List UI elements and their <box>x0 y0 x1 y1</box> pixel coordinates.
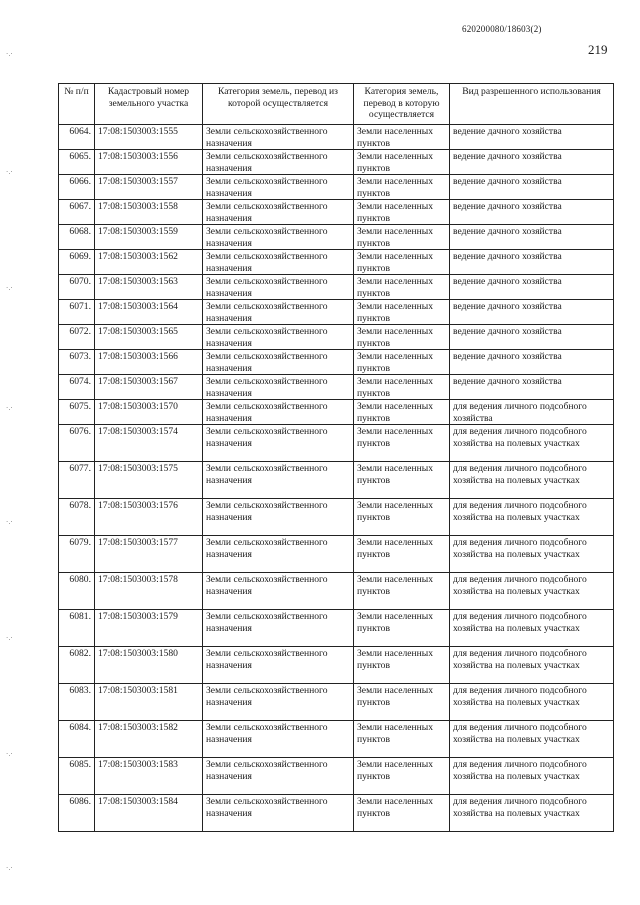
cadastral-number: 17:08:1503003:1578 <box>95 573 203 610</box>
header-from-category: Категория земель, перевод из которой осуществляется <box>203 84 354 125</box>
row-number: 6081. <box>59 610 95 647</box>
from-category: Земли сельскохозяйственного назначения <box>203 758 354 795</box>
table-body <box>59 125 614 832</box>
table-row <box>59 647 614 684</box>
to-category: Земли населенных пунктов <box>354 536 450 573</box>
margin-mark: ·.· <box>6 284 13 292</box>
row-number: 6082. <box>59 647 95 684</box>
margin-mark: ·.· <box>6 168 13 176</box>
cadastral-number: 17:08:1503003:1556 <box>95 150 203 175</box>
permitted-use: для ведения личного подсобного хозяйства на полевых участках <box>450 721 614 758</box>
to-category: Земли населенных пунктов <box>354 684 450 721</box>
to-category: Земли населенных пунктов <box>354 721 450 758</box>
from-category: Земли сельскохозяйственного назначения <box>203 200 354 225</box>
row-number: 6080. <box>59 573 95 610</box>
to-category: Земли населенных пунктов <box>354 462 450 499</box>
row-number: 6075. <box>59 400 95 425</box>
to-category: Земли населенных пунктов <box>354 758 450 795</box>
permitted-use: ведение дачного хозяйства <box>450 375 614 400</box>
to-category: Земли населенных пунктов <box>354 125 450 150</box>
to-category: Земли населенных пунктов <box>354 610 450 647</box>
from-category: Земли сельскохозяйственного назначения <box>203 684 354 721</box>
table-row <box>59 300 614 325</box>
to-category: Земли населенных пунктов <box>354 573 450 610</box>
cadastral-number: 17:08:1503003:1566 <box>95 350 203 375</box>
land-plots-table <box>58 83 614 832</box>
table-row <box>59 225 614 250</box>
from-category: Земли сельскохозяйственного назначения <box>203 610 354 647</box>
to-category: Земли населенных пунктов <box>354 200 450 225</box>
table-row <box>59 375 614 400</box>
row-number: 6086. <box>59 795 95 832</box>
margin-mark: ·.· <box>6 634 13 642</box>
cadastral-number: 17:08:1503003:1579 <box>95 610 203 647</box>
to-category: Земли населенных пунктов <box>354 225 450 250</box>
permitted-use: ведение дачного хозяйства <box>450 350 614 375</box>
table-row <box>59 425 614 462</box>
row-number: 6065. <box>59 150 95 175</box>
table-row <box>59 275 614 300</box>
cadastral-number: 17:08:1503003:1563 <box>95 275 203 300</box>
permitted-use: для ведения личного подсобного хозяйства на полевых участках <box>450 425 614 462</box>
from-category: Земли сельскохозяйственного назначения <box>203 721 354 758</box>
from-category: Земли сельскохозяйственного назначения <box>203 573 354 610</box>
row-number: 6069. <box>59 250 95 275</box>
from-category: Земли сельскохозяйственного назначения <box>203 375 354 400</box>
from-category: Земли сельскохозяйственного назначения <box>203 300 354 325</box>
to-category: Земли населенных пунктов <box>354 150 450 175</box>
from-category: Земли сельскохозяйственного назначения <box>203 225 354 250</box>
permitted-use: ведение дачного хозяйства <box>450 325 614 350</box>
permitted-use: для ведения личного подсобного хозяйства на полевых участках <box>450 536 614 573</box>
cadastral-number: 17:08:1503003:1557 <box>95 175 203 200</box>
row-number: 6085. <box>59 758 95 795</box>
to-category: Земли населенных пунктов <box>354 499 450 536</box>
to-category: Земли населенных пунктов <box>354 300 450 325</box>
from-category: Земли сельскохозяйственного назначения <box>203 425 354 462</box>
cadastral-number: 17:08:1503003:1584 <box>95 795 203 832</box>
permitted-use: для ведения личного подсобного хозяйства на полевых участках <box>450 462 614 499</box>
to-category: Земли населенных пунктов <box>354 795 450 832</box>
row-number: 6074. <box>59 375 95 400</box>
permitted-use: ведение дачного хозяйства <box>450 200 614 225</box>
row-number: 6066. <box>59 175 95 200</box>
permitted-use: ведение дачного хозяйства <box>450 250 614 275</box>
margin-mark: ·.· <box>6 750 13 758</box>
table-row <box>59 758 614 795</box>
cadastral-number: 17:08:1503003:1581 <box>95 684 203 721</box>
to-category: Земли населенных пунктов <box>354 400 450 425</box>
cadastral-number: 17:08:1503003:1559 <box>95 225 203 250</box>
row-number: 6071. <box>59 300 95 325</box>
cadastral-number: 17:08:1503003:1558 <box>95 200 203 225</box>
cadastral-number: 17:08:1503003:1580 <box>95 647 203 684</box>
from-category: Земли сельскохозяйственного назначения <box>203 536 354 573</box>
permitted-use: для ведения личного подсобного хозяйства на полевых участках <box>450 499 614 536</box>
from-category: Земли сельскохозяйственного назначения <box>203 275 354 300</box>
row-number: 6083. <box>59 684 95 721</box>
margin-mark: ·.· <box>6 50 13 58</box>
cadastral-number: 17:08:1503003:1582 <box>95 721 203 758</box>
to-category: Земли населенных пунктов <box>354 647 450 684</box>
permitted-use: ведение дачного хозяйства <box>450 275 614 300</box>
cadastral-number: 17:08:1503003:1564 <box>95 300 203 325</box>
permitted-use: ведение дачного хозяйства <box>450 125 614 150</box>
table-row <box>59 499 614 536</box>
table-row <box>59 684 614 721</box>
permitted-use: для ведения личного подсобного хозяйства на полевых участках <box>450 610 614 647</box>
row-number: 6073. <box>59 350 95 375</box>
cadastral-number: 17:08:1503003:1567 <box>95 375 203 400</box>
header-to-category: Категория земель, перевод в которую осуществляется <box>354 84 450 125</box>
row-number: 6070. <box>59 275 95 300</box>
from-category: Земли сельскохозяйственного назначения <box>203 647 354 684</box>
table-row <box>59 150 614 175</box>
table-row <box>59 795 614 832</box>
table-row <box>59 200 614 225</box>
to-category: Земли населенных пунктов <box>354 250 450 275</box>
from-category: Земли сельскохозяйственного назначения <box>203 250 354 275</box>
table-header-row <box>59 84 614 125</box>
permitted-use: для ведения личного подсобного хозяйства <box>450 400 614 425</box>
table-row <box>59 610 614 647</box>
to-category: Земли населенных пунктов <box>354 425 450 462</box>
table-row <box>59 125 614 150</box>
row-number: 6064. <box>59 125 95 150</box>
permitted-use: для ведения личного подсобного хозяйства на полевых участках <box>450 795 614 832</box>
to-category: Земли населенных пунктов <box>354 325 450 350</box>
from-category: Земли сельскохозяйственного назначения <box>203 462 354 499</box>
permitted-use: ведение дачного хозяйства <box>450 225 614 250</box>
table-row <box>59 175 614 200</box>
margin-mark: ·.· <box>6 518 13 526</box>
from-category: Земли сельскохозяйственного назначения <box>203 499 354 536</box>
permitted-use: для ведения личного подсобного хозяйства на полевых участках <box>450 647 614 684</box>
document-code: 620200080/18603(2) <box>462 24 542 34</box>
to-category: Земли населенных пунктов <box>354 175 450 200</box>
row-number: 6068. <box>59 225 95 250</box>
to-category: Земли населенных пунктов <box>354 275 450 300</box>
margin-mark: ·.· <box>6 404 13 412</box>
row-number: 6077. <box>59 462 95 499</box>
permitted-use: для ведения личного подсобного хозяйства на полевых участках <box>450 573 614 610</box>
row-number: 6076. <box>59 425 95 462</box>
margin-mark: ·.· <box>6 864 13 872</box>
table-row <box>59 573 614 610</box>
table-row <box>59 400 614 425</box>
permitted-use: для ведения личного подсобного хозяйства на полевых участках <box>450 684 614 721</box>
header-cadastral: Кадастровый номер земельного участка <box>95 84 203 125</box>
cadastral-number: 17:08:1503003:1562 <box>95 250 203 275</box>
cadastral-number: 17:08:1503003:1577 <box>95 536 203 573</box>
table-row <box>59 536 614 573</box>
table-row <box>59 250 614 275</box>
to-category: Земли населенных пунктов <box>354 375 450 400</box>
row-number: 6072. <box>59 325 95 350</box>
cadastral-number: 17:08:1503003:1555 <box>95 125 203 150</box>
permitted-use: для ведения личного подсобного хозяйства на полевых участках <box>450 758 614 795</box>
to-category: Земли населенных пунктов <box>354 350 450 375</box>
from-category: Земли сельскохозяйственного назначения <box>203 400 354 425</box>
cadastral-number: 17:08:1503003:1570 <box>95 400 203 425</box>
row-number: 6079. <box>59 536 95 573</box>
table-row <box>59 325 614 350</box>
cadastral-number: 17:08:1503003:1574 <box>95 425 203 462</box>
from-category: Земли сельскохозяйственного назначения <box>203 175 354 200</box>
cadastral-number: 17:08:1503003:1565 <box>95 325 203 350</box>
table-row <box>59 721 614 758</box>
from-category: Земли сельскохозяйственного назначения <box>203 350 354 375</box>
permitted-use: ведение дачного хозяйства <box>450 150 614 175</box>
cadastral-number: 17:08:1503003:1575 <box>95 462 203 499</box>
row-number: 6078. <box>59 499 95 536</box>
permitted-use: ведение дачного хозяйства <box>450 300 614 325</box>
from-category: Земли сельскохозяйственного назначения <box>203 325 354 350</box>
permitted-use: ведение дачного хозяйства <box>450 175 614 200</box>
header-num: № п/п <box>59 84 95 125</box>
scan-margin-marks <box>6 0 26 905</box>
table-row <box>59 462 614 499</box>
row-number: 6067. <box>59 200 95 225</box>
row-number: 6084. <box>59 721 95 758</box>
header-permitted-use: Вид разрешенного использования <box>450 84 614 125</box>
from-category: Земли сельскохозяйственного назначения <box>203 795 354 832</box>
cadastral-number: 17:08:1503003:1583 <box>95 758 203 795</box>
from-category: Земли сельскохозяйственного назначения <box>203 125 354 150</box>
from-category: Земли сельскохозяйственного назначения <box>203 150 354 175</box>
page-number: 219 <box>588 42 608 57</box>
cadastral-number: 17:08:1503003:1576 <box>95 499 203 536</box>
table-row <box>59 350 614 375</box>
